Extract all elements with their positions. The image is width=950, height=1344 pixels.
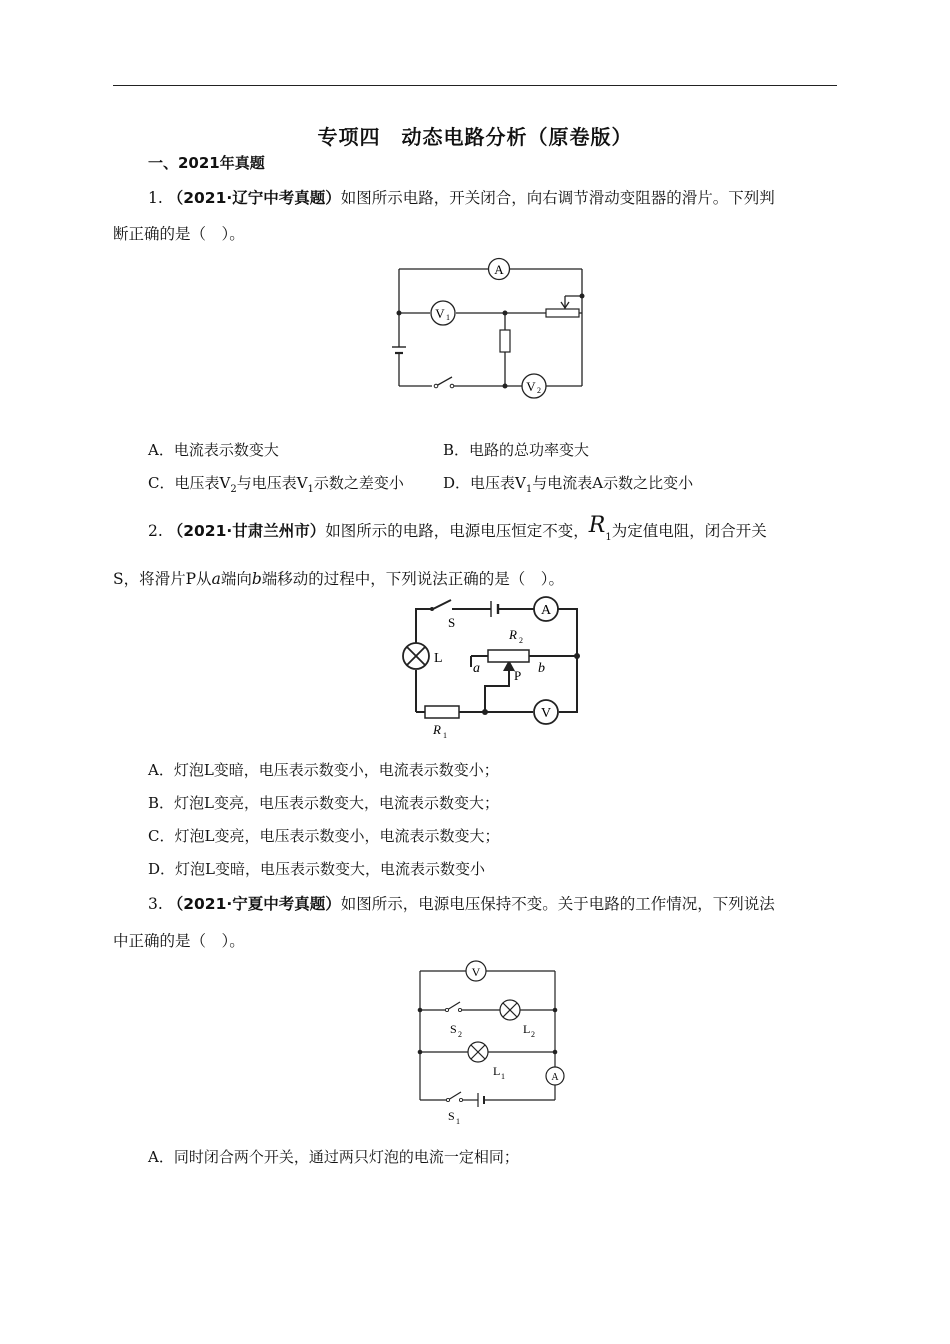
- q2-fig-p-label: P: [514, 668, 522, 683]
- q3-fig-s1-sub: 1: [456, 1117, 460, 1126]
- q1-source: （2021·辽宁中考真题）: [167, 189, 341, 207]
- q2-stem-a2: 为定值电阻，闭合开关: [611, 522, 767, 540]
- q3-fig-s2-label: S: [450, 1022, 457, 1036]
- q1-number: 1.: [148, 189, 163, 207]
- q2-fig-r1-sub: 1: [443, 731, 447, 740]
- q3-source: （2021·宁夏中考真题）: [167, 895, 341, 913]
- header-rule: [113, 85, 837, 86]
- q1-circuit-diagram: [380, 255, 600, 400]
- q2-fig-ammeter-label: A: [540, 603, 552, 618]
- q3-line-1: [148, 892, 775, 914]
- q2-source: （2021·甘肃兰州市）: [167, 522, 326, 540]
- q1-stem-a: 如图所示电路，开关闭合，向右调节滑动变阻器的滑片。下列判: [340, 189, 775, 207]
- q2-option-a: A．灯泡L变暗，电压表示数变小，电流表示数变小；: [148, 761, 499, 779]
- page-title: 专项四 动态电路分析（原卷版）: [317, 125, 633, 149]
- q2-line-1: 2. （2021·甘肃兰州市）如图所示的电路，电源电压恒定不变，$R_1$为定值电阻，闭合开关: [148, 513, 767, 544]
- q3-circuit-diagram: [405, 960, 580, 1128]
- q1-fig-v2-label: V: [526, 379, 536, 394]
- q2-fig-b-label: b: [538, 661, 545, 676]
- q2-number: 2.: [148, 522, 163, 540]
- q2-fig-r1-label: R: [433, 722, 441, 737]
- q1-option-b: B．电路的总功率变大: [443, 441, 590, 459]
- q2-fig-a-label: a: [473, 661, 480, 676]
- q2-fig-r2-sub: 2: [519, 636, 523, 645]
- q2-fig-switch-label: S: [448, 615, 456, 630]
- q3-number: 3.: [148, 895, 163, 913]
- q2-stem-a1: 如图所示的电路，电源电压恒定不变，: [325, 522, 589, 540]
- q2-fig-voltmeter-label: V: [540, 706, 552, 721]
- q3-fig-voltmeter-label: V: [471, 965, 481, 979]
- q1-line-1: [148, 186, 775, 208]
- q1-fig-v2-sub: 2: [537, 386, 541, 395]
- q1-option-a: A．电流表示数变大: [148, 441, 279, 459]
- q3-fig-l1-sub: 1: [501, 1072, 505, 1081]
- q1-stem-b: 断正确的是（ ）。: [113, 225, 245, 243]
- q1-fig-ammeter-label: A: [494, 262, 504, 277]
- q3-option-a: A．同时闭合两个开关，通过两只灯泡的电流一定相同；: [148, 1148, 519, 1166]
- q1-fig-v1-sub: 1: [446, 313, 450, 322]
- q3-fig-s1-label: S: [448, 1109, 455, 1123]
- q3-fig-l2-sub: 2: [531, 1030, 535, 1039]
- q3-fig-s2-sub: 2: [458, 1030, 462, 1039]
- q3-stem-a: 如图所示，电源电压保持不变。关于电路的工作情况，下列说法: [340, 895, 775, 913]
- q2-option-c: C．灯泡L变亮，电压表示数变小，电流表示数变大；: [148, 827, 500, 845]
- q2-option-d: D．灯泡L变暗，电压表示数变大，电流表示数变小: [148, 860, 485, 878]
- q3-fig-l1-label: L: [493, 1064, 501, 1078]
- q2-option-b: B．灯泡L变亮，电压表示数变大，电流表示数变大；: [148, 794, 499, 812]
- q2-fig-r2-label: R: [509, 627, 517, 642]
- q1-option-d: D．电压表$V_1$与电流表A示数之比变小: [443, 474, 694, 495]
- q3-fig-l2-label: L: [523, 1022, 531, 1036]
- section-heading: 一、2021年真题: [148, 154, 265, 172]
- q2-r1-symbol: R: [588, 513, 606, 538]
- q3-fig-ammeter-label: A: [551, 1072, 559, 1083]
- q2-fig-lamp-label: L: [434, 651, 443, 666]
- q1-option-c: C．电压表$V_2$与电压表$V_1$示数之差变小: [148, 474, 404, 495]
- q2-circuit-diagram: [395, 595, 595, 745]
- q2-line-2: S，将滑片P从a端向b端移动的过程中，下列说法正确的是（ ）。: [113, 570, 565, 588]
- q3-stem-b: 中正确的是（ ）。: [113, 932, 245, 950]
- q1-fig-v1-label: V: [435, 306, 445, 321]
